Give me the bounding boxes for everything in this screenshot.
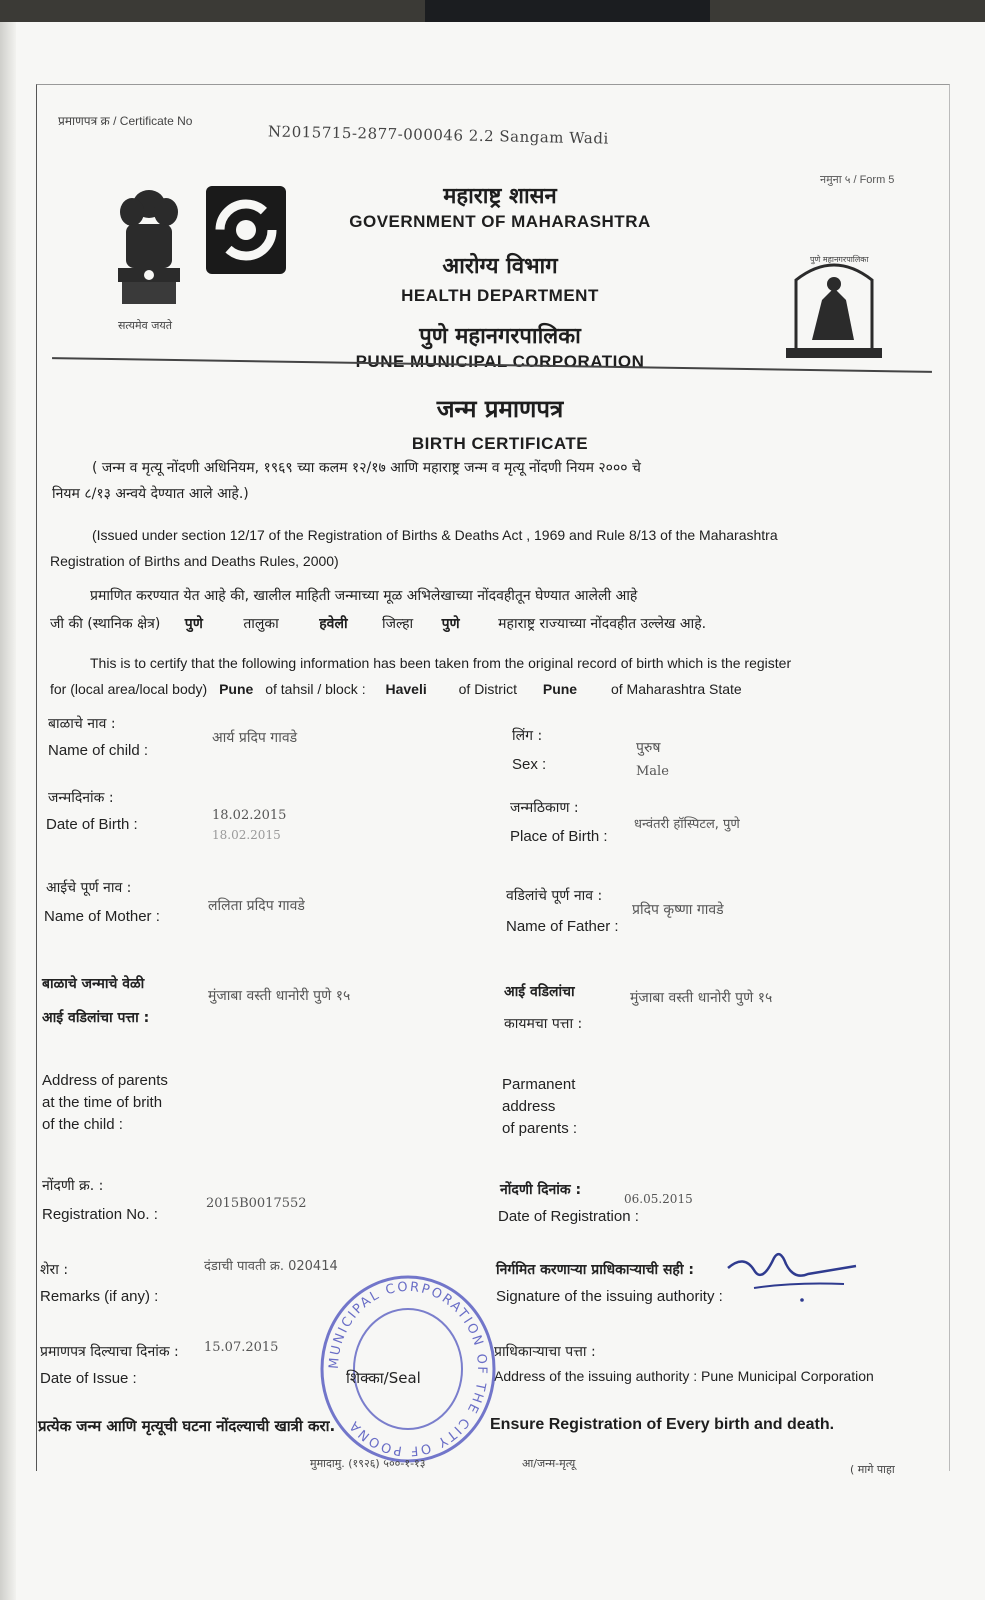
title-mr: जन्म प्रमाणपत्र [436,395,564,423]
form-reference: आ/जन्म-मृत्यू [522,1457,576,1470]
see-overleaf: ( मागे पाहा [850,1463,895,1476]
father-name-value: प्रदिप कृष्णा गावडे [632,902,724,918]
corp-heading-mr: पुणे महानगरपालिका [419,324,581,349]
issued-under-en-2: Registration of Births and Deaths Rules, 2000) [50,553,339,569]
seal-ring-text: MUNICIPAL CORPORATION OF THE CITY OF POONA [326,1279,490,1459]
mother-name-value: ललिता प्रदिप गावडे [208,898,305,914]
mother-name-label-mr: आईचे पूर्ण नाव : [46,880,132,896]
issued-under-mr-2: नियम ८/१३ अन्वये देण्यात आले आहे.) [52,486,249,502]
pob-value: धन्वंतरी हॉस्पिटल, पुणे [634,817,740,832]
certify-mr-district-value: पुणे [441,616,460,632]
pob-label-mr: जन्मठिकाण : [510,800,579,816]
dob-label-en: Date of Birth : [46,816,138,833]
reg-date-label-en: Date of Registration : [498,1208,639,1225]
dob-value-secondary: 18.02.2015 [212,828,281,842]
address-birth-label-en-2: at the time of brith [42,1094,163,1111]
certify-en-tahsil: of tahsil / block : [265,681,366,697]
address-perm-label-mr-1: आई वडिलांचा [504,984,575,1000]
certify-en-district-value: Pune [542,681,578,697]
certify-mr-local-area: जी की (स्थानिक क्षेत्र) [50,616,161,632]
gov-heading-mr: महाराष्ट्र शासन [443,184,557,209]
authority-address-en: Address of the issuing authority : Pune Municipal Corporation [494,1368,874,1384]
signature-icon [724,1244,858,1306]
issue-date-value: 15.07.2015 [204,1340,279,1355]
certify-mr-taluka-value: हवेली [319,616,348,632]
certify-en-1: This is to certify that the following information has been taken from the original record of birth which is the register [90,655,792,671]
child-name-value: आर्य प्रदिप गावडे [212,730,298,746]
national-emblem-icon [108,182,190,332]
pmc-emblem-caption: पुणे महानगरपालिका [810,255,869,264]
print-reference: मुमादामु. (१९२६) ५००-१-१३ [310,1457,426,1470]
dept-heading-mr: आरोग्य विभाग [442,254,558,279]
title-en: BIRTH CERTIFICATE [411,434,589,453]
paper-edge [0,22,16,1600]
address-perm-label-en-1: Parmanent [502,1076,576,1093]
sex-label-mr: लिंग : [512,728,543,744]
address-birth-label-en-1: Address of parents [42,1072,168,1089]
seal-label: शिक्का/Seal [346,1369,421,1387]
certify-en-2 [50,678,930,700]
issue-date-label-mr: प्रमाणपत्र दिल्याचा दिनांक : [40,1344,179,1360]
certify-mr-taluka: तालुका [243,616,279,632]
certify-mr-tail: महाराष्ट्र राज्याच्या नोंदवहीत उल्लेख आहे. [498,616,707,632]
pmc-emblem-icon [782,250,886,362]
sex-value-en: Male [636,764,669,779]
address-perm-label-en-3: of parents : [502,1120,578,1137]
issued-under-mr-1: ( जन्म व मृत्यू नोंदणी अधिनियम, १९६९ च्या कलम १२/१७ आणि महाराष्ट्र जन्म व मृत्यू नोंदणी नियम २००० चे [92,460,641,476]
remarks-label-en: Remarks (if any) : [40,1288,159,1305]
certify-mr-1: प्रमाणित करण्यात येत आहे की, खालील माहिती जन्माच्या मूळ अभिलेखाच्या नोंदवहीतून घेण्यात आलेली आहे [90,588,638,604]
certify-en-tail: of Maharashtra State [610,681,742,697]
issue-date-label-en: Date of Issue : [40,1370,137,1387]
certify-en-district: of District [458,681,517,697]
form-number: नमुना ५ / Form 5 [820,174,895,186]
address-birth-label-mr-2: आई वडिलांचा पत्ता : [42,1010,150,1026]
authority-address-label-mr: प्राधिकाऱ्याचा पत्ता : [494,1344,596,1360]
signature-label-mr: निर्गमित करणाऱ्या प्राधिकाऱ्याची सही : [496,1262,694,1278]
certify-mr-district: जिल्हा [382,616,414,632]
issued-under-en-1: (Issued under section 12/17 of the Registration of Births & Deaths Act , 1969 and Rule 8/13 of the Maharashtra [92,527,778,543]
certify-mr-place: पुणे [184,616,203,632]
child-name-label-mr: बाळाचे नाव : [48,716,116,732]
address-perm-label-mr-2: कायमचा पत्ता : [504,1016,583,1032]
signature-label-en: Signature of the issuing authority : [496,1288,723,1305]
pob-label-en: Place of Birth : [510,828,608,845]
reg-date-label-mr: नोंदणी दिनांक : [500,1182,582,1198]
certify-en-local-area: for (local area/local body) [50,681,208,697]
dob-label-mr: जन्मदिनांक : [48,790,114,806]
address-perm-label-en-2: address [502,1098,556,1115]
sex-value-mr: पुरुष [636,740,661,756]
health-logo [206,186,286,274]
certificate-no-value: N2015715-2877-000046 2.2 Sangam Wadi [267,122,609,148]
gov-heading-en: GOVERNMENT OF MAHARASHTRA [349,212,651,231]
emblem-caption: सत्यमेव जयते [118,319,173,332]
father-name-label-en: Name of Father : [506,918,619,935]
remarks-value: दंडाची पावती क्र. 020414 [204,1259,338,1274]
address-birth-label-en-3: of the child : [42,1116,123,1133]
reg-no-label-mr: नोंदणी क्र. : [42,1178,104,1194]
child-name-label-en: Name of child : [48,742,149,759]
address-perm-value: मुंजाबा वस्ती धानोरी पुणे १५ [630,990,773,1006]
footer-slogan-en: Ensure Registration of Every birth and death. [490,1416,835,1433]
certify-en-place: Pune [219,681,254,697]
reg-no-label-en: Registration No. : [42,1206,158,1223]
certify-en-tahsil-value: Haveli [385,681,427,697]
mother-name-label-en: Name of Mother : [44,908,160,925]
corp-heading-en: PUNE MUNICIPAL CORPORATION [355,352,645,371]
address-birth-label-mr-1: बाळाचे जन्माचे वेळी [42,976,145,992]
remarks-label-mr: शेरा : [40,1262,69,1278]
address-birth-value: मुंजाबा वस्ती धानोरी पुणे १५ [208,988,351,1004]
footer-slogan-mr: प्रत्येक जन्म आणि मृत्यूची घटना नोंदल्याची खात्री करा. [38,1417,336,1435]
certificate-no-label: प्रमाणपत्र क्र / Certificate No [58,114,193,128]
dept-heading-en: HEALTH DEPARTMENT [401,286,599,305]
reg-date-value: 06.05.2015 [624,1192,693,1206]
reg-no-value: 2015B0017552 [206,1196,307,1211]
sex-label-en: Sex : [512,756,547,773]
father-name-label-mr: वडिलांचे पूर्ण नाव : [506,888,603,904]
certify-mr-2 [50,612,930,636]
dob-value: 18.02.2015 [212,808,287,823]
health-logo-icon [206,186,286,274]
